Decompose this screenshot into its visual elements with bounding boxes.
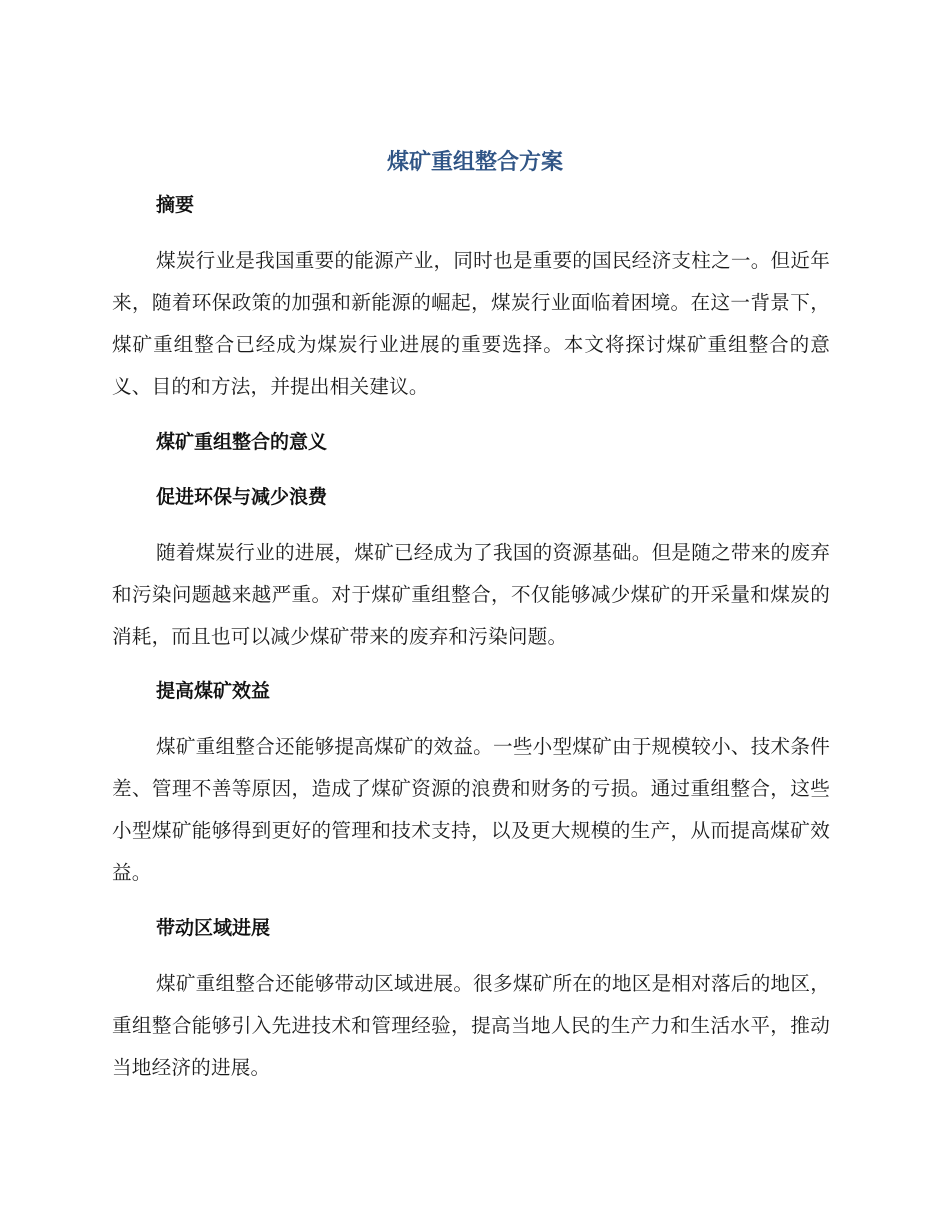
subsection-paragraph-regional: 煤矿重组整合还能够带动区域进展。很多煤矿所在的地区是相对落后的地区，重组整合能够引入先进技术和管理经验，提高当地人民的生产力和生活水平，推动当地经济的进展。 xyxy=(112,972,830,1079)
subsection-paragraph-environment: 随着煤炭行业的进展，煤矿已经成为了我国的资源基础。但是随之带来的废弃和污染问题越来越严重。对于煤矿重组整合，不仅能够减少煤矿的开采量和煤炭的消耗，而且也可以减少煤矿带来的废弃和污染问题。 xyxy=(112,541,830,648)
subsection-heading-environment: 促进环保与减少浪费 xyxy=(156,486,328,508)
subsection-heading-efficiency: 提高煤矿效益 xyxy=(156,680,271,702)
section-heading: 煤矿重组整合的意义 xyxy=(156,431,328,453)
document-title: 煤矿重组整合方案 xyxy=(386,150,563,175)
subsection-paragraph-efficiency: 煤矿重组整合还能够提高煤矿的效益。一些小型煤矿由于规模较小、技术条件差、管理不善等原因，造成了煤矿资源的浪费和财务的亏损。通过重组整合，这些小型煤矿能够得到更好的管理和技术支持，以及更大规模的生产，从而提高煤矿效益。 xyxy=(112,735,830,884)
subsection-heading-regional: 带动区域进展 xyxy=(156,917,271,939)
abstract-heading: 摘要 xyxy=(156,194,195,216)
abstract-paragraph: 煤炭行业是我国重要的能源产业，同时也是重要的国民经济支柱之一。但近年来，随着环保政策的加强和新能源的崛起，煤炭行业面临着困境。在这一背景下，煤矿重组整合已经成为煤炭行业进展的重要选择。本文将探讨煤矿重组整合的意义、目的和方法，并提出相关建议。 xyxy=(112,249,830,398)
